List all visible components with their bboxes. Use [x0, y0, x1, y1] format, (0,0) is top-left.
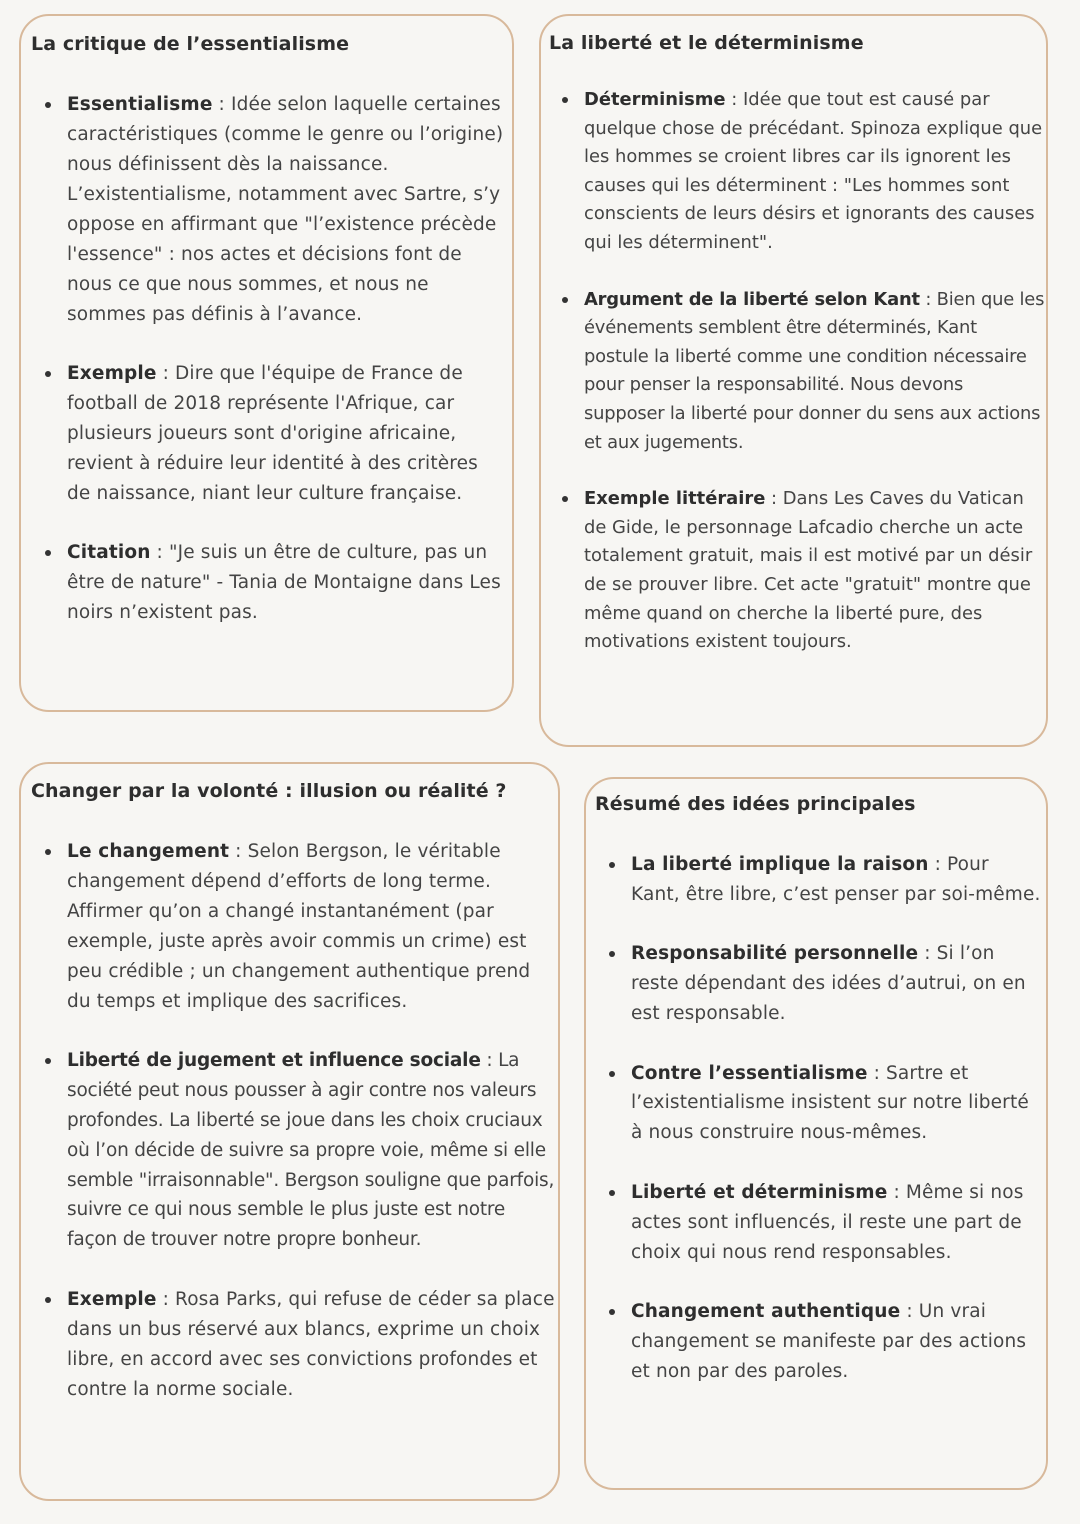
list-item: [631, 1059, 1043, 1149]
item-separator: :: [900, 1300, 919, 1322]
item-separator: :: [918, 943, 937, 965]
item-separator: :: [887, 1181, 906, 1203]
item-text: Sartre et l’existentialisme insistent sur notre liberté à nous construire nous-mêmes.: [631, 1062, 1029, 1144]
item-separator: :: [928, 854, 947, 875]
item-text: Un vrai changement se manifeste par des actions et non par des paroles.: [631, 1300, 1027, 1382]
list-item: [631, 939, 1043, 1029]
item-text: Pour Kant, être libre, c’est penser par soi-même.: [631, 854, 1041, 905]
card-title: La critique de l’essentialisme: [31, 33, 350, 55]
card-resume-idees: [584, 777, 1048, 1490]
item-text: Si l’on reste dépendant des idées d’autrui, on en est responsable.: [631, 943, 1026, 1025]
list-item: [584, 286, 1046, 458]
item-separator: :: [212, 94, 231, 115]
item-term: Changement authentique: [631, 1300, 901, 1322]
item-separator: :: [150, 542, 169, 563]
list-item: [67, 359, 507, 509]
card-liberte-determinisme: [539, 14, 1048, 747]
bullet-list: [631, 850, 1043, 1416]
item-term: Argument de la liberté selon Kant: [584, 288, 920, 310]
card-critique-essentialisme: [19, 14, 514, 712]
bullet-list: [584, 86, 1046, 685]
item-text: Dans Les Caves du Vatican de Gide, le personnage Lafcadio cherche un acte totalement gratuit, mais il est motivé par un désir de se prouver libre. Cet acte "gratuit" montre que même quand on cherche la liberté pure, des motivations existent toujours.: [584, 488, 1033, 653]
item-text: Dire que l'équipe de France de football de 2018 représente l'Afrique, car plusieurs joueurs sont d'origine africaine, revient à réduire leur identité à des critères de naissance, niant leur culture française.: [67, 363, 478, 504]
item-separator: :: [765, 488, 783, 510]
item-separator: :: [156, 363, 176, 384]
item-term: Contre l’essentialisme: [631, 1062, 868, 1084]
list-item: [584, 485, 1046, 657]
item-text: La société peut nous pousser à agir contre nos valeurs profondes. La liberté se joue dans les choix cruciaux où l’on décide de suivre sa propre voie, même si elle semble "irraisonnable". Bergson souligne que parfois, suivre ce qui nous semble le plus juste est notre façon de trouver notre propre bonheur.: [67, 1049, 555, 1251]
list-item: [631, 850, 1043, 910]
card-changer-volonte: [19, 762, 560, 1501]
item-separator: :: [156, 1288, 176, 1310]
item-separator: :: [919, 288, 937, 310]
list-item: [67, 837, 555, 1016]
item-term: Exemple littéraire: [584, 488, 766, 510]
card-title: Changer par la volonté : illusion ou réalité ?: [31, 780, 507, 802]
item-term: La liberté implique la raison: [631, 854, 929, 875]
item-term: Déterminisme: [584, 89, 726, 110]
item-text: Même si nos actes sont influencés, il reste une part de choix qui nous rend responsables.: [631, 1181, 1024, 1263]
item-text: Selon Bergson, le véritable changement dépend d’efforts de long terme. Affirmer qu’on a changé instantanément (par exemple, juste après avoir commis un crime) est peu crédible ; un changement authentique prend du temps et implique des sacrifices.: [67, 841, 531, 1012]
list-item: [67, 1285, 555, 1405]
list-item: [631, 1297, 1043, 1387]
bullet-list: [67, 90, 507, 657]
item-separator: :: [229, 841, 248, 862]
item-text: Rosa Parks, qui refuse de céder sa place dans un bus réservé aux blancs, exprime un choix libre, en accord avec ses convictions profondes et contre la norme sociale.: [67, 1288, 555, 1400]
bullet-list: [67, 837, 555, 1434]
item-term: Essentialisme: [67, 94, 213, 115]
list-item: [67, 90, 507, 330]
item-separator: :: [867, 1062, 887, 1084]
card-title: Résumé des idées principales: [595, 793, 916, 815]
list-item: [631, 1178, 1043, 1268]
item-text: Bien que les événements semblent être déterminés, Kant postule la liberté comme une condition nécessaire pour penser la responsabilité. Nous devons supposer la liberté pour donner du sens aux actions et aux jugements.: [584, 288, 1045, 453]
list-item: [584, 86, 1046, 258]
list-item: [67, 1046, 555, 1255]
item-text: Idée selon laquelle certaines caractéristiques (comme le genre ou l’origine) nous définissent dès la naissance. L’existentialisme, notamment avec Sartre, s’y oppose en affirmant que "l’existence précède l'essence" : nos actes et décisions font de nous ce que nous sommes, et nous ne sommes pas définis à l’avance.: [67, 94, 504, 325]
item-term: Exemple: [67, 363, 157, 384]
list-item: [67, 538, 507, 628]
item-term: Citation: [67, 542, 151, 563]
item-text: Idée que tout est causé par quelque chose de précédant. Spinoza explique que les hommes se croient libres car ils ignorent les causes qui les déterminent : "Les hommes sont conscients de leurs désirs et ignorants des causes qui les déterminent".: [584, 89, 1043, 253]
item-separator: :: [725, 89, 743, 110]
item-term: Liberté et déterminisme: [631, 1181, 888, 1203]
card-title: La liberté et le déterminisme: [549, 32, 864, 54]
item-term: Le changement: [67, 841, 230, 862]
item-term: Responsabilité personnelle: [631, 943, 919, 965]
item-text: "Je suis un être de culture, pas un être de nature" - Tania de Montaigne dans Les noirs n’existent pas.: [67, 542, 501, 623]
item-separator: :: [480, 1049, 499, 1071]
item-term: Liberté de jugement et influence sociale: [67, 1049, 481, 1071]
item-term: Exemple: [67, 1288, 157, 1310]
